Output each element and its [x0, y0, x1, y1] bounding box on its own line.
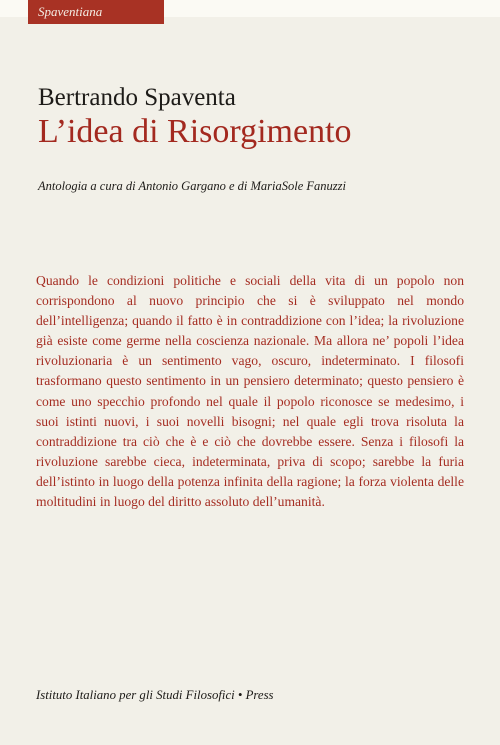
- author-name: Bertrando Spaventa: [38, 84, 236, 111]
- book-subtitle: Antologia a cura di Antonio Gargano e di MariaSole Fanuzzi: [38, 179, 346, 193]
- excerpt-paragraph: Quando le condizioni politiche e sociali della vita di un popolo non corrispondono al nuovo principio che si è sviluppato nel mondo dell’intelligenza; quando il fatto è in contraddizione con l’idea; la rivoluzione già esiste come germe nella coscienza nazionale. Ma allora ne’ popoli l’idea rivoluzionaria è un sentimento vago, oscuro, indeterminato. I filosofi trasformano questo sentimento in un pensiero determinato; questo pensiero è come uno specchio profondo nel quale il popolo riconosce se medesimo, i suoi istinti nuovi, i suoi novelli bisogni; nel quale egli trova risoluta la contraddizione tra ciò che è e ciò che dovrebbe essere. Senza i filosofi la rivoluzione sarebbe cieca, indeterminata, priva di scopo; sarebbe la furia dell’istinto in luogo della potenza infinita della ragione; la forza violenta delle moltitudini in luogo del diritto assoluto dell’umanità.: [36, 273, 464, 510]
- publisher-name: Istituto Italiano per gli Studi Filosofici • Press: [36, 688, 274, 702]
- series-label: Spaventiana: [28, 0, 164, 24]
- book-title: L’idea di Risorgimento: [38, 113, 352, 150]
